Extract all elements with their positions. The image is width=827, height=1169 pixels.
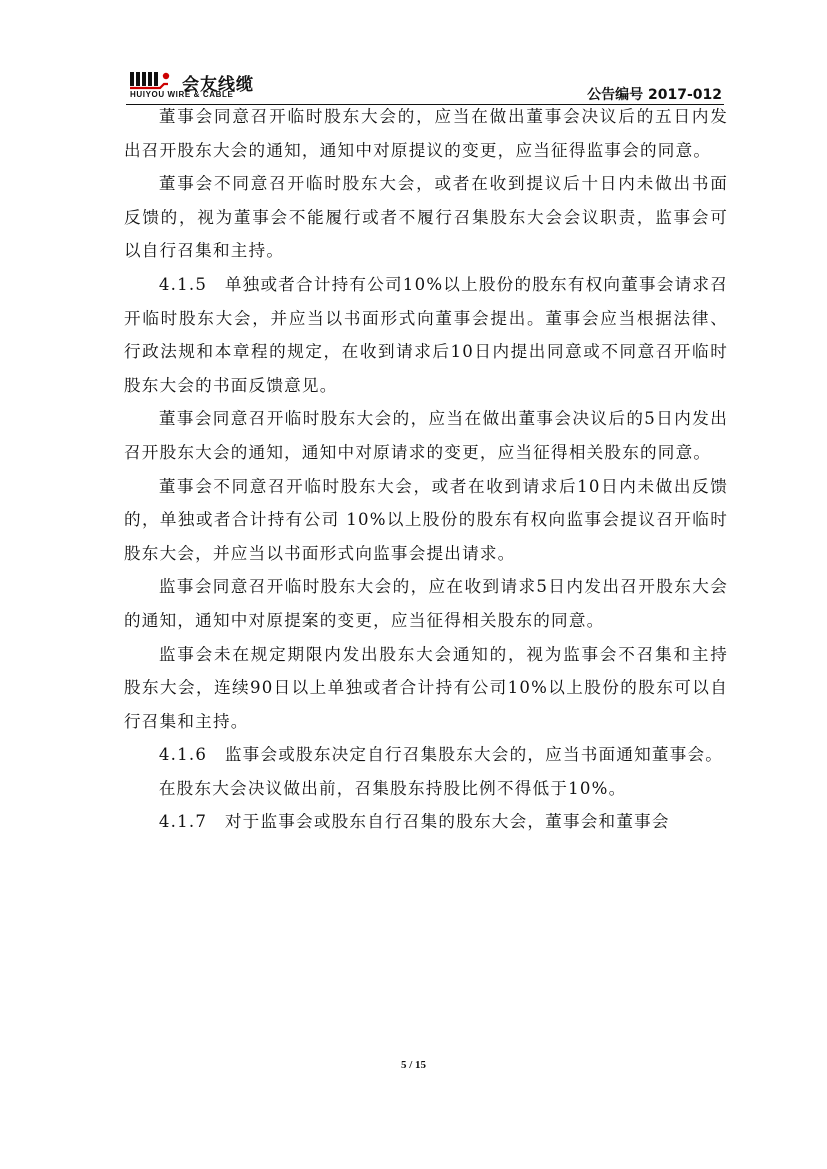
announcement-number: 公告编号 2017-012 — [587, 87, 722, 103]
paragraph: 4.1.6 监事会或股东决定自行召集股东大会的，应当书面通知董事会。 — [158, 745, 724, 765]
paragraph: 董事会不同意召开临时股东大会，或者在收到请求后10日内未做出反馈的，单独或者合计持有公司 10%以上股份的股东有权向监事会提议召开临时股东大会，并应当以书面形式向监事会提出请求。 — [124, 476, 728, 563]
paragraph: 4.1.7 对于监事会或股东自行召集的股东大会，董事会和董事会 — [158, 812, 670, 832]
paragraph: 董事会同意召开临时股东大会的，应当在做出董事会决议后的5日内发出召开股东大会的通知，通知中对原请求的变更，应当征得相关股东的同意。 — [124, 409, 728, 462]
company-logo — [126, 66, 296, 104]
paragraph: 监事会未在规定期限内发出股东大会通知的，视为监事会不召集和主持股东大会，连续90日以上单独或者合计持有公司10%以上股份的股东可以自行召集和主持。 — [124, 644, 728, 731]
page-number: 5 / 15 — [400, 1059, 427, 1071]
document-body — [124, 100, 728, 839]
paragraph: 4.1.5 单独或者合计持有公司10%以上股份的股东有权向董事会请求召开临时股东大会，并应当以书面形式向董事会提出。董事会应当根据法律、行政法规和本章程的规定，在收到请求后10日内提出同意或不同意召开临时股东大会的书面反馈意见。 — [124, 274, 728, 395]
paragraph: 董事会同意召开临时股东大会的，应当在做出董事会决议后的五日内发出召开股东大会的通知，通知中对原提议的变更，应当征得监事会的同意。 — [124, 107, 728, 160]
paragraph: 董事会不同意召开临时股东大会，或者在收到提议后十日内未做出书面反馈的，视为董事会不能履行或者不履行召集股东大会会议职责，监事会可以自行召集和主持。 — [124, 174, 728, 261]
paragraph: 监事会同意召开临时股东大会的，应在收到请求5日内发出召开股东大会的通知，通知中对原提案的变更，应当征得相关股东的同意。 — [124, 577, 728, 630]
logo-chinese-name: 会友线缆 — [182, 75, 254, 95]
paragraph: 在股东大会决议做出前，召集股东持股比例不得低于10%。 — [158, 778, 627, 798]
logo-english-name: HUIYOU WIRE & CABLE — [130, 90, 234, 99]
